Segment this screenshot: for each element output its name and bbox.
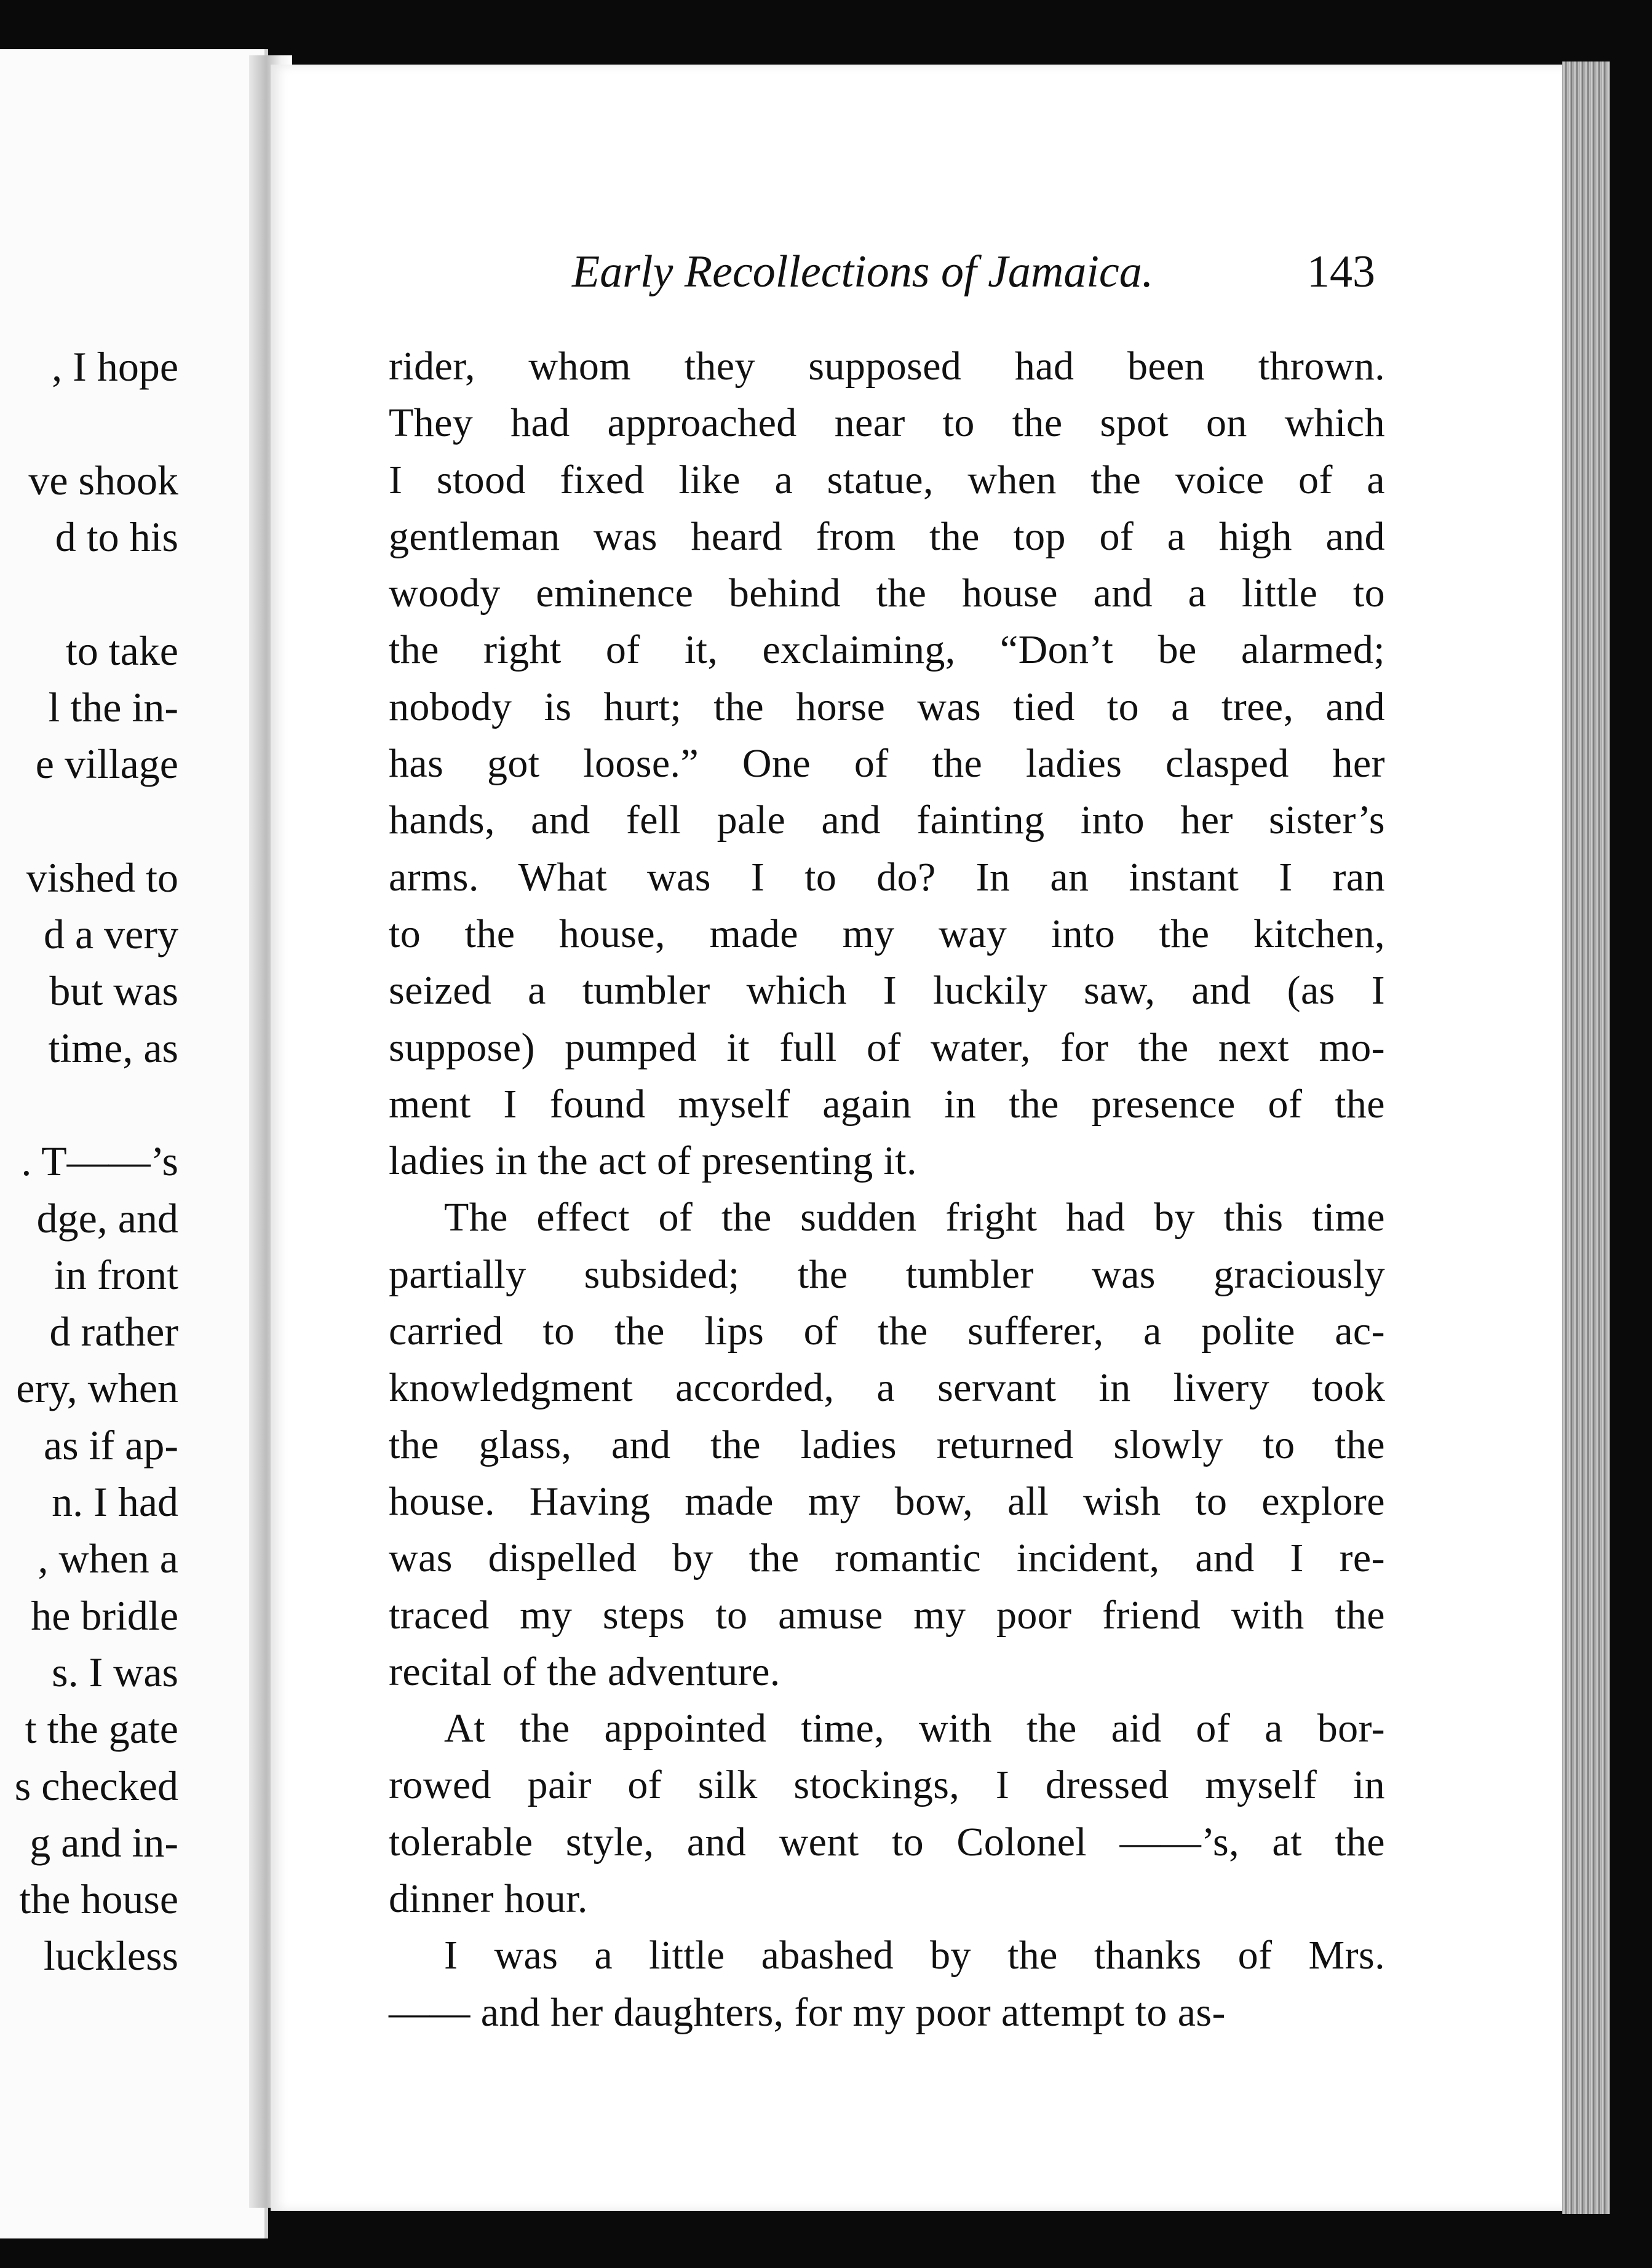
body-text [389,338,1385,2041]
left-page-line: but was [49,967,178,1015]
left-page-line: in front [54,1251,178,1298]
text-line: They had approached near to the spot on which [389,400,1385,446]
text-line: At the appointed time, with the aid of a bor- [444,1706,1385,1751]
text-line: rider, whom they supposed had been thrown. [389,344,1385,389]
text-line: I stood fixed like a statue, when the voice of a [389,457,1385,502]
paragraph [389,1189,1385,1700]
left-page-line: vished to [26,854,178,901]
text-line: hands, and fell pale and fainting into her sister’s [389,798,1385,843]
paragraph [389,1927,1385,2041]
text-line: the glass, and the ladies returned slowly to the [389,1422,1385,1467]
text-line: partially subsided; the tumbler was graciously [389,1251,1385,1297]
text-line: to the house, made my way into the kitchen, [389,911,1385,956]
text-line: woody eminence behind the house and a little to [389,571,1385,616]
left-page-line: d rather [49,1308,178,1355]
text-line: has got loose.” One of the ladies clasped her [389,741,1385,787]
text-line: rowed pair of silk stockings, I dressed myself in [389,1762,1385,1808]
left-page-line: he bridle [31,1592,178,1639]
left-page-line: g and in- [30,1818,178,1866]
text-line: knowledgment accorded, a servant in livery took [389,1365,1385,1411]
left-page-line: ery, when [16,1365,178,1412]
left-page-line: the house [19,1876,178,1923]
left-page-line: dge, and [36,1194,178,1242]
text-line: The effect of the sudden fright had by this time [444,1195,1385,1240]
left-page-line: l the in- [48,683,178,731]
left-page-line: as if ap- [43,1421,178,1469]
text-line: gentleman was heard from the top of a high and [389,513,1385,559]
left-page-line: to take [65,627,178,674]
text-line: seized a tumbler which I luckily saw, and (as I [389,968,1385,1013]
left-page-line: s checked [14,1762,178,1809]
paragraph [389,1700,1385,1927]
left-page-line: . T——’s [21,1138,178,1185]
text-line: ment I found myself again in the presence of the [389,1081,1385,1127]
text-line: tolerable style, and went to Colonel ——’s, at the [389,1819,1385,1865]
running-title: Early Recollections of Jamaica. [572,247,1154,297]
page-number: 143 [1307,247,1375,297]
text-line: was dispelled by the romantic incident, and I re- [389,1536,1385,1581]
left-page-line: ve shook [28,456,178,504]
left-page-line: time, as [48,1024,178,1071]
left-page-line: luckless [43,1932,178,1980]
text-line: house. Having made my bow, all wish to explore [389,1478,1385,1524]
left-page-line: n. I had [52,1478,178,1525]
left-page-line: e village [35,740,178,788]
paragraph [389,338,1385,1189]
left-page-line: , when a [38,1535,178,1582]
text-line: the right of it, exclaiming, “Don’t be alarmed; [389,627,1385,673]
text-line: traced my steps to amuse my poor friend with the [389,1592,1385,1638]
facing-page-left [0,49,268,2238]
left-page-line: t the gate [25,1705,178,1753]
text-line: carried to the lips of the sufferer, a polite ac- [389,1309,1385,1354]
text-line: dinner hour. [389,1876,588,1922]
text-line: recital of the adventure. [389,1649,780,1694]
text-line: —— and her daughters, for my poor attempt to as- [389,1989,1226,2035]
text-line: suppose) pumped it full of water, for the next mo- [389,1025,1385,1070]
text-line: ladies in the act of presenting it. [389,1138,917,1184]
text-line: arms. What was I to do? In an instant I ran [389,854,1385,900]
left-page-line: d a very [43,911,178,958]
left-page-line: s. I was [52,1648,178,1695]
page-edges [1562,61,1610,2214]
text-line: I was a little abashed by the thanks of Mrs. [444,1933,1385,1978]
text-line: nobody is hurt; the horse was tied to a tree, and [389,684,1385,729]
left-page-line: , I hope [52,343,178,390]
left-page-line: d to his [55,513,178,560]
